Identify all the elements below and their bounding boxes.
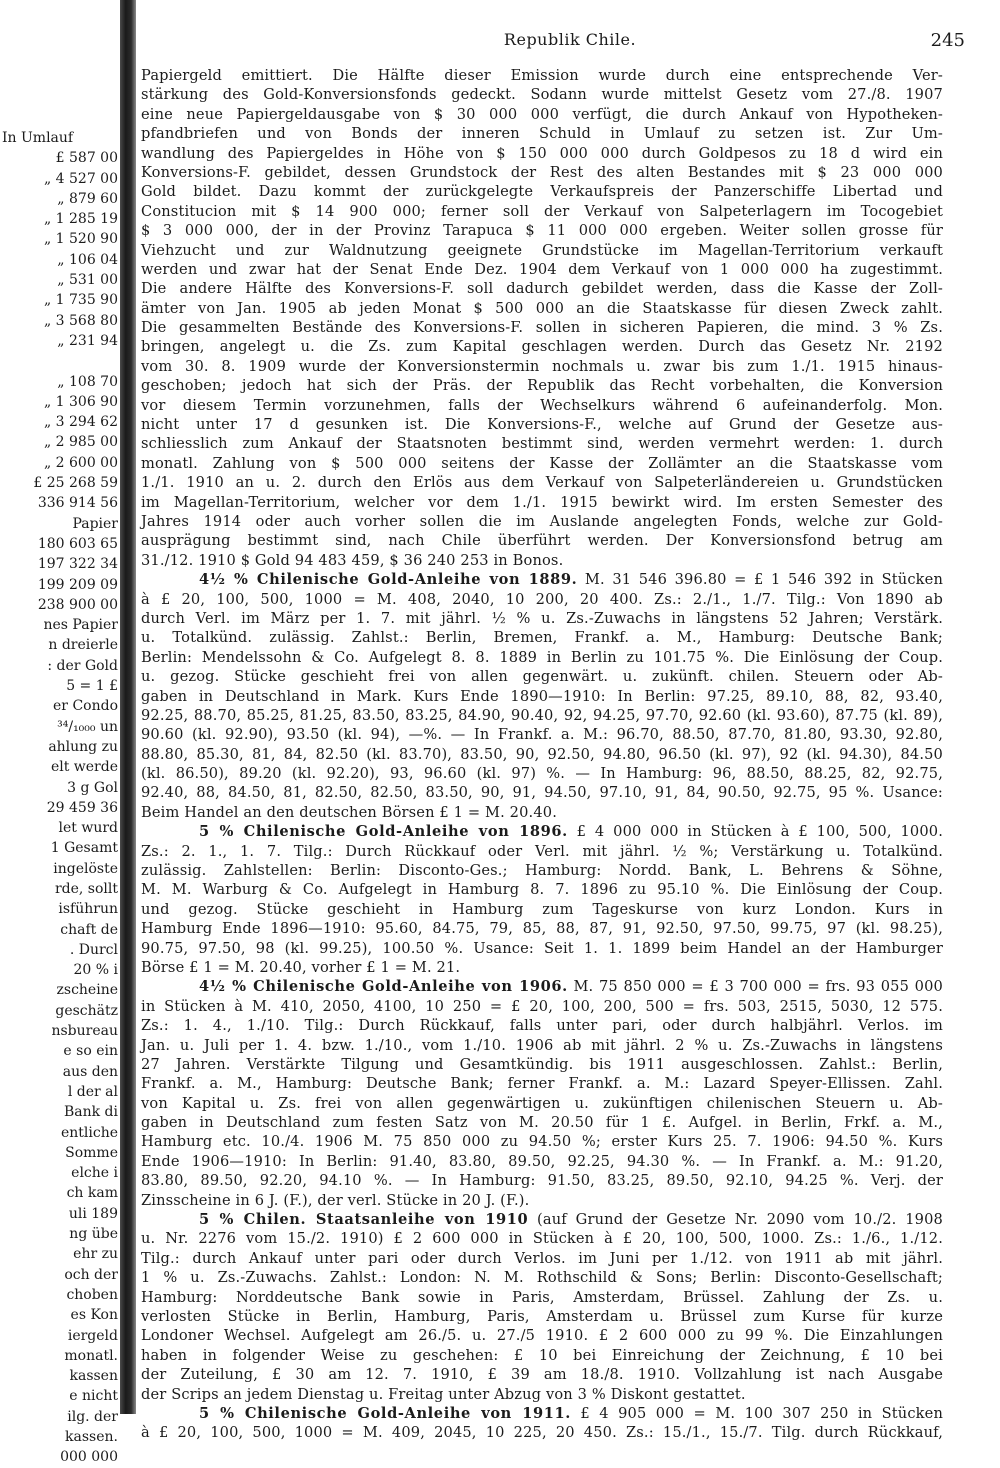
text-line: vor diesem Termin vorzunehmen, falls der Wechselkurs während 6 aufeinanderfolg. Mon. [141, 396, 943, 414]
previous-page-line: iergeld [67, 1327, 118, 1344]
entry-heading-line [141, 570, 943, 589]
previous-page-line: 3 g Gol [67, 779, 118, 796]
text-line: in Stücken à M. 410, 2050, 4100, 10 250 = £ 20, 100, 200, 500 = frs. 503, 2515, 5030, 12 575. [141, 997, 943, 1015]
text-line: (kl. 86.50), 89.20 (kl. 92.20), 93, 96.60 (kl. 97) %. — In Hamburg: 96, 88.50, 88.25, 82, 92.75, [141, 765, 943, 783]
text-line: 83.80, 89.50, 92.20, 94.10 %. — In Hamburg: 91.50, 83.25, 89.50, 92.10, 94.25 %. Verj. der [141, 1172, 943, 1190]
text-line: ausprägung bestimmt sind, nach Chile überführt werden. Der Konversionsfond betrug am [141, 532, 943, 550]
text-line: monatl. Zahlung von $ 500 000 seitens der Kasse der Zollämter an die Staatskasse vom [141, 454, 943, 472]
previous-page-line: geschätz [55, 1002, 118, 1019]
text-line: Hamburg Ende 1896—1910: 95.60, 84.75, 79, 85, 88, 87, 91, 92.50, 97.50, 99.75, 97 (kl. 98.25), [141, 920, 943, 938]
previous-page-line: chaft de [60, 921, 118, 938]
text-line: eine neue Papiergeldausgabe von $ 30 000 000 verfügt, die durch Ankauf von Hypotheken- [141, 105, 943, 123]
loan-title: 5 % Chilenische Gold-Anleihe von 1896. [199, 823, 568, 841]
previous-page-line: „ 3 294 62 [43, 414, 118, 431]
line-text: (auf Grund der Gesetze Nr. 2090 vom 10./2. 1908 [537, 1211, 943, 1229]
previous-page-line: „ 1 285 19 [43, 211, 118, 228]
page-body-text [141, 66, 943, 1443]
line-text: £ 4 905 000 = M. 100 307 250 in Stücken [580, 1404, 944, 1422]
text-line: Zinsscheine in 6 J. (F.), der verl. Stücke in 20 J. (F.). [141, 1191, 530, 1209]
text-line: Die gesammelten Bestände des Konversions-F. sollen in sicheren Papieren, die mind. 3 % Zs. [141, 319, 943, 337]
text-line: 88.80, 85.30, 81, 84, 82.50 (kl. 83.70), 83.50, 90, 92.50, 94.80, 96.50 (kl. 97), 92 (kl. 94.30), 84.50 [141, 745, 943, 763]
text-line: u. gezog. Stücke geschieht frei von allen gegenwärt. u. zukünft. chilen. Steuern oder Ab- [141, 668, 943, 686]
previous-page-line: 180 603 65 [37, 535, 118, 552]
text-line: Die andere Hälfte des Konversions-F. soll dadurch gebildet werden, dass die Kasse der Zoll- [141, 280, 943, 298]
text-line: u. Nr. 2276 vom 15./2. 1910) £ 2 600 000 in Stücken à £ 20, 100, 500, 1000. Zs.: 1./6., 1./12. [141, 1230, 943, 1248]
text-line: stärkung des Gold-Konversionsfonds gedeckt. Sodann wurde mittelst Gesetz vom 27./8. 1907 [141, 86, 943, 104]
previous-page-line: rde, sollt [54, 880, 118, 897]
previous-page-line: e so ein [63, 1043, 118, 1060]
previous-page-line: „ 531 00 [57, 272, 118, 289]
line-text: M. 75 850 000 = £ 3 700 000 = frs. 93 055 000 [573, 978, 943, 996]
text-line: und gezog. Stücke geschieht in Hamburg zum Tageskurse von kurz London. Kurs in [141, 900, 943, 918]
text-line: schliesslich zum Ankauf der Staatsnoten bestimmt sind, werden vermehrt werden: 1. durch [141, 435, 943, 453]
previous-page-line: 5 = 1 £ [66, 678, 118, 695]
text-line: Viehzucht und zur Waldnutzung geeignete Grundstücke im Magellan-Territorium verkauft [141, 241, 943, 259]
text-line: gaben in Deutschland zum festen Satz von M. 20.50 für 1 £. Aufgel. in Berlin, Frkf. a. M., [141, 1114, 943, 1132]
text-line: Papiergeld emittiert. Die Hälfte dieser Emission wurde durch eine entsprechende Ver- [141, 67, 943, 84]
previous-page-line: n dreierle [48, 637, 118, 654]
previous-page-line: kassen. [65, 1429, 118, 1445]
text-line: 92.25, 88.70, 85.25, 81.25, 83.50, 83.25, 84.90, 90.40, 92, 94.25, 97.70, 92.60 (kl. 93.60), 87.75 (kl. 89), [141, 706, 943, 724]
text-line: 31./12. 1910 $ Gold 94 483 459, $ 36 240 253 in Bonos. [141, 551, 564, 569]
text-line: M. M. Warburg & Co. Aufgelegt in Hamburg 8. 7. 1896 zu 95.10 %. Die Einlösung der Coup. [141, 881, 943, 899]
previous-page-line [0, 351, 118, 371]
text-line: Londoner Wechsel. Aufgelegt am 26./5. u. 27./5 1910. £ 2 600 000 zu 99 %. Die Einzahlungen [141, 1327, 943, 1345]
book-gutter [120, 0, 136, 1414]
text-line: vom 30. 8. 1909 wurde der Konversionstermin nochmals u. zwar bis zum 1./1. 1915 hinaus- [141, 357, 943, 375]
text-line: verlosten Stücke in Berlin, Hamburg, Paris, Amsterdam u. Brüssel zum Kurse für kurze [141, 1308, 943, 1325]
text-line: Börse £ 1 = M. 20.40, vorher £ 1 = M. 21. [141, 958, 461, 976]
entry-heading-line [141, 822, 943, 841]
previous-page-line: choben [66, 1286, 118, 1303]
text-line: à £ 20, 100, 500, 1000 = M. 409, 2045, 10 225, 20 450. Zs.: 15./1., 15./7. Tilg. durch Rückkauf, [141, 1424, 943, 1442]
text-line: 90.60 (kl. 92.90), 93.50 (kl. 94), —%. — In Frankf. a. M.: 96.70, 88.50, 87.70, 81.80, 93.30, 92.80, [141, 726, 943, 744]
previous-page-line: „ 4 527 00 [43, 170, 118, 187]
previous-page-line: Bank di [63, 1104, 118, 1121]
text-line: Gold bildet. Dazu kommt der zurückgelegte Verkaufspreis der Panzerschiffe Libertad und [141, 183, 943, 201]
previous-page-line: 238 900 00 [37, 596, 118, 613]
text-line: bringen, angelegt u. die Zs. zum Kapital geschlagen werden. Durch das Gesetz Nr. 2192 [141, 338, 943, 356]
previous-page-line: : der Gold [47, 657, 118, 674]
previous-page-line: Papier [72, 515, 118, 532]
previous-page-line: elt werde [50, 759, 118, 776]
text-line: ämter von Jan. 1905 ab jeden Monat $ 500 000 an die Staatskasse für diesen Zweck zahlt. [141, 299, 943, 317]
previous-page-line: aus den [62, 1063, 118, 1080]
previous-page-line: „ 106 04 [57, 251, 118, 268]
previous-page-line: nsbureau [51, 1023, 118, 1040]
previous-page-line: nes Papier [43, 617, 118, 634]
previous-page-line: isführun [58, 901, 118, 918]
previous-page-line: 199 209 09 [37, 576, 118, 593]
text-line: Tilg.: durch Ankauf unter pari oder durch Verlos. im Juni per 1./12. von 1911 ab mit jährl. [141, 1249, 943, 1267]
running-head: Republik Chile. [503, 30, 637, 49]
text-line: Jan. u. Juli per 1. 4. bzw. 1./10., vom 1./10. 1906 ab mit jährl. 2 % u. Zs.-Zuwachs in längstens [141, 1036, 943, 1054]
previous-page-line: monatl. [64, 1347, 118, 1364]
previous-page-line: 336 914 56 [37, 495, 118, 512]
text-line: Hamburg: Norddeutsche Bank sowie in Paris, Amsterdam, Brüssel. Zahlung der Zs. u. [141, 1288, 943, 1306]
previous-page-line: 000 000 [60, 1449, 118, 1466]
text-line: 1 % u. Zs.-Zuwachs. Zahlst.: London: N. M. Rothschild & Sons; Berlin: Disconto-Gesellschaft; [141, 1269, 943, 1287]
text-line: gaben in Deutschland in Mark. Kurs Ende 1890—1910: In Berlin: 97.25, 89.10, 88, 82, 93.40, [141, 687, 943, 705]
text-line: $ 3 000 000, der in der Provinz Tarapuca $ 11 000 000 ergeben. Weiter sollen grosse für [141, 222, 943, 240]
loan-title: 5 % Chilenische Gold-Anleihe von 1911. [199, 1404, 571, 1422]
previous-page-line: kassen [69, 1368, 118, 1385]
previous-page-line: let wurd [58, 820, 118, 837]
loan-title: 5 % Chilen. Staatsanleihe von 1910 [199, 1211, 529, 1229]
text-line: Konversions-F. gebildet, dessen Grundstock der Rest des alten Bestandes mit $ 23 000 000 [141, 163, 943, 181]
text-line: 92.40, 88, 84.50, 81, 82.50, 82.50, 83.50, 90, 91, 94.50, 97.10, 91, 84, 90.50, 92.75, 95 %. Usance: [141, 784, 943, 802]
text-line: nicht unter 17 d gesunken ist. Die Konversions-F., welche auf Grund der Gesetze aus- [141, 416, 943, 434]
text-line: der Scrips an jedem Dienstag u. Freitag unter Abzug von 3 % Diskont gestattet. [141, 1385, 746, 1403]
previous-page-line: entliche [60, 1124, 118, 1141]
previous-page-line: „ 2 985 00 [43, 434, 118, 451]
previous-page-line: In Umlauf [2, 130, 74, 146]
previous-page-line: „ 3 568 80 [43, 312, 118, 329]
previous-page-line: „ 2 600 00 [43, 454, 118, 471]
previous-page-line: ³⁴/₁₀₀₀ un [57, 718, 118, 735]
text-line: à £ 20, 100, 500, 1000 = M. 408, 2040, 10 200, 20 400. Zs.: 2./1., 1./7. Tilg.: Von 1890 ab [141, 590, 943, 608]
text-line: von Kapital u. Zs. frei von allen gegenwärtigen u. zukünftigen chilenischen Steuern u. Ab- [141, 1094, 943, 1112]
text-line: durch Verl. im März per 1. 7. mit jährl. ½ % u. Zs.-Zuwachs in längstens 52 Jahren; Verstärk. [141, 609, 943, 627]
previous-page-line: ng übe [69, 1226, 118, 1243]
text-line: Hamburg etc. 10./4. 1906 M. 75 850 000 zu 94.50 %; erster Kurs 25. 7. 1906: 94.50 %. Kurs [141, 1133, 943, 1151]
text-line: Frankf. a. M., Hamburg: Deutsche Bank; ferner Frankf. a. M.: Lazard Speyer-Ellissen. Zahl. [141, 1075, 943, 1093]
text-line: Zs.: 1. 4., 1./10. Tilg.: Durch Rückkauf, falls unter pari, oder durch halbjährl. Verlos. im [141, 1017, 943, 1035]
text-line: zulässig. Zahlstellen: Berlin: Disconto-Ges.; Hamburg: Nordd. Bank, L. Behrens & Söhne, [141, 862, 943, 880]
previous-page-line: elche i [71, 1165, 118, 1182]
text-line: im Magellan-Territorium, welcher vor dem 1./1. 1915 bewirkt wird. Im ersten Semester des [141, 493, 943, 511]
text-line: 90.75, 97.50, 98 (kl. 99.25), 100.50 %. Usance: Seit 1. 1. 1899 beim Handel an der Hamburger [141, 939, 943, 957]
page-number: 245 [930, 30, 965, 51]
text-line: Berlin: Mendelssohn & Co. Aufgelegt 8. 8. 1889 in Berlin zu 101.75 %. Die Einlösung der Coup. [141, 648, 943, 666]
text-line: Zs.: 2. 1., 1. 7. Tilg.: Durch Rückkauf oder Verl. mit jährl. ½ %; Verstärkung u. Totalkünd. [141, 842, 943, 860]
previous-page-line: ingelöste [53, 860, 118, 877]
previous-page-line: l der al [67, 1083, 118, 1100]
text-line: Ende 1906—1910: In Berlin: 91.40, 83.80, 89.50, 92.25, 94.30 %. — In Frankf. a. M.: 91.20, [141, 1152, 943, 1170]
text-line: wandlung des Papiergeldes in Höhe von $ 150 000 000 durch Goldpesos zu 18 d wird ein [141, 144, 943, 162]
previous-page-line: £ 587 00 [55, 150, 118, 167]
previous-page-line: er Condo [53, 698, 118, 715]
previous-page-line: „ 1 735 90 [43, 292, 118, 309]
previous-page-line: zscheine [56, 982, 118, 999]
text-line: der Zuteilung, £ 30 am 12. 7. 1910, £ 39 am 18./8. 1910. Vollzahlung ist nach Ausgabe [141, 1366, 943, 1384]
text-line: Constitucion mit $ 14 900 000; ferner soll der Verkauf von Salpeterlagern im Tocogebiet [141, 202, 943, 220]
line-text: M. 31 546 396.80 = £ 1 546 392 in Stücken [584, 571, 943, 589]
loan-title: 4½ % Chilenische Gold-Anleihe von 1889. [199, 571, 578, 589]
entry-heading-line [141, 1210, 943, 1229]
text-line: pfandbriefen und von Bonds der inneren Schuld in Umlauf zu setzen ist. Zur Um- [141, 125, 943, 143]
entry-heading-line [141, 1404, 943, 1423]
previous-page-line: „ 1 520 90 [43, 231, 118, 248]
text-line: werden und zwar hat der Senat Ende Dez. 1904 dem Verkauf von 1 000 000 ha zugestimmt. [141, 260, 943, 278]
previous-page-line: „ 879 60 [57, 190, 118, 207]
previous-page-line: 1 Gesamt [50, 840, 118, 857]
text-line: Jahres 1914 oder auch vorher sollen die im Auslande angelegten Fonds, welche zur Gold- [141, 512, 943, 530]
previous-page-line: ilg. der [67, 1408, 118, 1425]
previous-page-line: „ 108 70 [57, 373, 118, 390]
previous-page-line: . Durcl [69, 941, 118, 958]
previous-page-line: „ 231 94 [57, 332, 118, 349]
previous-page-fragment [0, 128, 118, 1466]
text-line: 1./1. 1910 an u. 2. durch den Erlös aus dem Verkauf von Salpeterländereien u. Grundstücken [141, 474, 943, 492]
text-line: haben in folgender Weise zu geschehen: £ 10 bei Einreichung der Zeichnung, £ 10 bei [141, 1346, 943, 1364]
previous-page-line: ehr zu [73, 1246, 118, 1263]
previous-page-line: ahlung zu [48, 738, 118, 755]
previous-page-line: 20 % i [73, 962, 118, 979]
text-line: geschoben; jedoch hat sich der Präs. der Republik das Recht vorbehalten, die Konversion [141, 377, 943, 395]
previous-page-line: 197 322 34 [37, 556, 118, 573]
entry-heading-line [141, 977, 943, 996]
text-line: Beim Handel an den deutschen Börsen £ 1 = M. 20.40. [141, 803, 558, 821]
previous-page-line: e nicht [69, 1388, 118, 1405]
previous-page-line: och der [64, 1266, 118, 1283]
previous-page-line: uli 189 [68, 1205, 118, 1222]
previous-page-line: es Kon [70, 1307, 118, 1324]
previous-page-line: £ 25 268 59 [33, 475, 118, 492]
previous-page-line: 29 459 36 [46, 799, 118, 816]
text-line: 27 Jahren. Verstärkte Tilgung und Gesamtkündig. bis 1911 ausgeschlossen. Zahlst.: Berlin, [141, 1055, 943, 1073]
previous-page-line: Somme [65, 1144, 118, 1161]
loan-title: 4½ % Chilenische Gold-Anleihe von 1906. [199, 978, 568, 996]
previous-page-line: ch kam [66, 1185, 118, 1202]
text-line: u. Totalkünd. zulässig. Zahlst.: Berlin, Bremen, Frankf. a. M., Hamburg: Deutsche Bank; [141, 629, 943, 647]
line-text: £ 4 000 000 in Stücken à £ 100, 500, 1000. [576, 823, 944, 841]
previous-page-line: „ 1 306 90 [43, 393, 118, 410]
